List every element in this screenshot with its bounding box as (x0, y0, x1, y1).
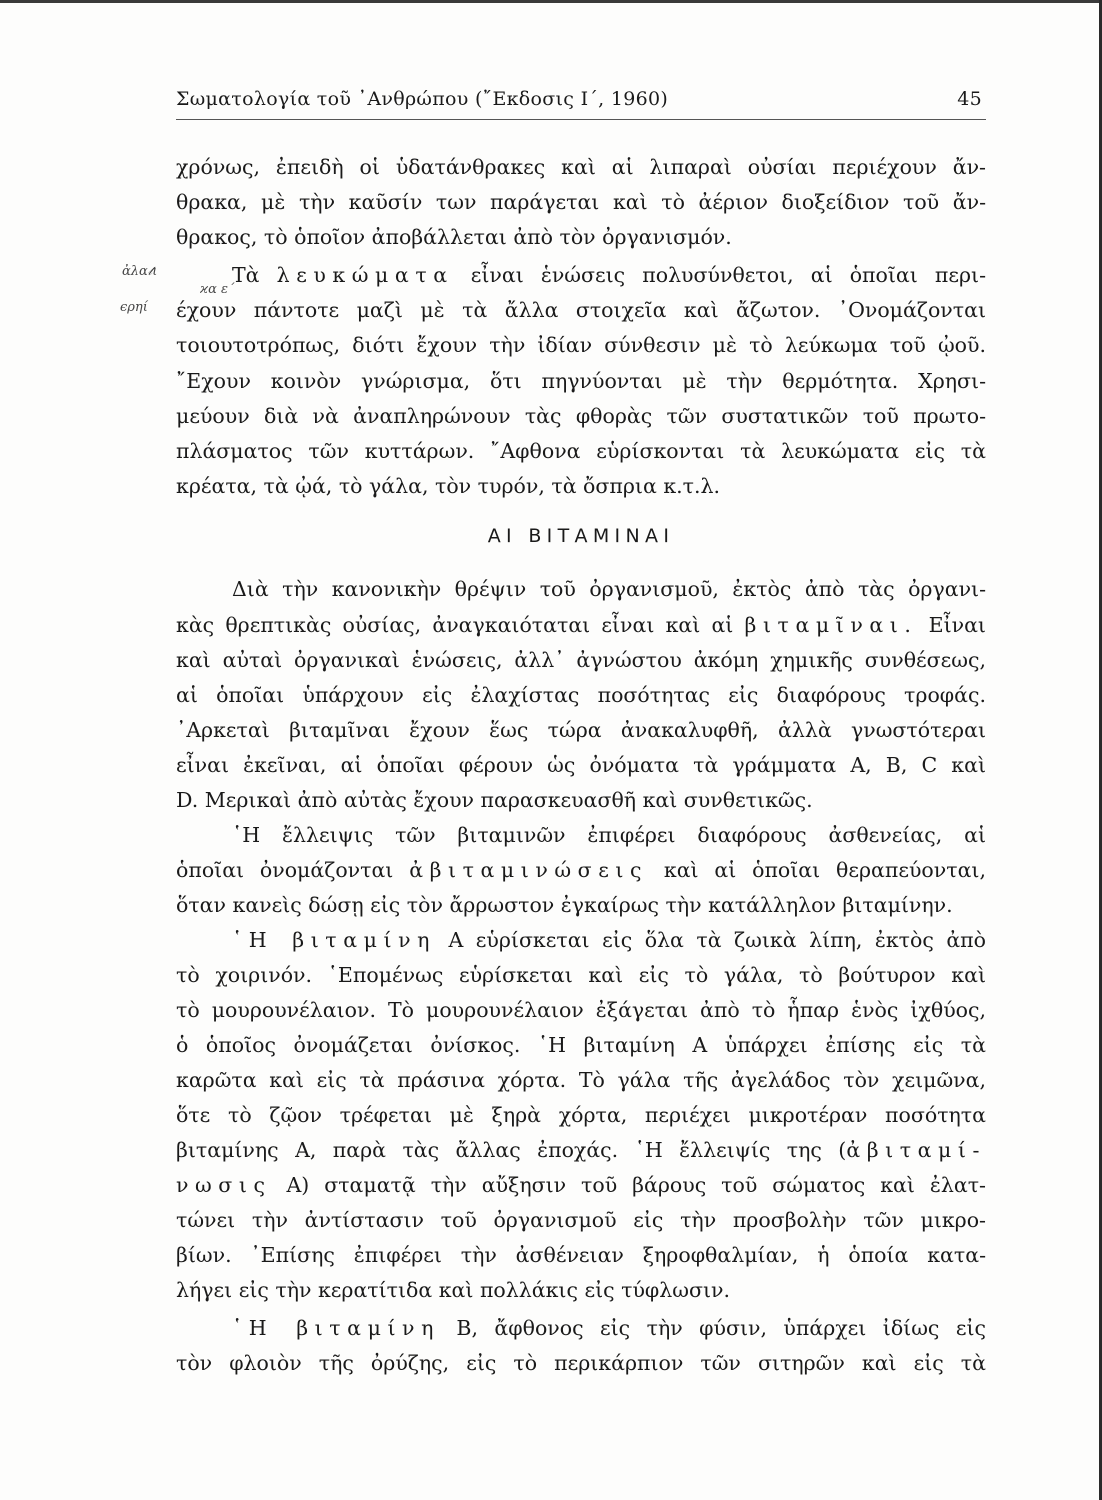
text-line: D. Μερικαὶ ἀπὸ αὐτὰς ἔχουν παρασκευασθῆ καὶ συνθετικῶς. (176, 788, 813, 812)
text-line: ὁ ὁποῖος ὀνομάζεται ὀνίσκος. ῾Η βιταμίνη Α ὑπάρχει ἐπίσης εἰς τὰ (176, 1033, 986, 1057)
text-run: Τὰ (232, 263, 260, 287)
text-run: Α) σταματᾷ τὴν αὔξησιν τοῦ βάρους τοῦ σώματος καὶ ἐλατ- (286, 1173, 986, 1197)
text-line: ὅτε τὸ ζῷον τρέφεται μὲ ξηρὰ χόρτα, περιέχει μικροτέραν ποσότητα (176, 1103, 986, 1127)
text-line (176, 608, 986, 642)
scan-top-border (0, 0, 1102, 3)
text-line: ᾿Αρκεταὶ βιταμῖναι ἔχουν ἕως τώρα ἀνακαλυφθῆ, ἀλλὰ γνωστότεραι (176, 718, 986, 742)
text-line (232, 258, 986, 292)
emphasized-term: ῾Η βιταμίνη (232, 928, 436, 952)
text-run: βιταμίνης Α, παρὰ τὰς ἄλλας ἐποχάς. ῾Η ἔλλειψίς της ( (176, 1138, 847, 1162)
text-line: έχουν πάντοτε μαζὶ μὲ τὰ ἄλλα στοιχεῖα καὶ ἄζωτον. ᾿Ονομάζονται (176, 298, 986, 322)
handwritten-note: ϰα ε΄ (200, 282, 235, 297)
text-line: βίων. ᾿Επίσης ἐπιφέρει τὴν ἀσθένειαν ξηροφθαλμίαν, ἡ ὁποία κατα- (176, 1243, 986, 1267)
text-line: ῾Η ἔλλειψις τῶν βιταμινῶν ἐπιφέρει διαφόρους ἀσθενείας, αἱ (232, 823, 986, 847)
text-line (176, 1168, 986, 1202)
text-line: λήγει εἰς τὴν κερατίτιδα καὶ πολλάκις εἰς τύφλωσιν. (176, 1278, 730, 1302)
text-line: Διὰ τὴν κανονικὴν θρέψιν τοῦ ὀργανισμοῦ, ἐκτὸς ἀπὸ τὰς ὀργανι- (232, 577, 986, 601)
text-line: χρόνως, ἐπειδὴ οἱ ὑδατάνθρακες καὶ αἱ λιπαραὶ οὐσίαι περιέχουν ἄν- (176, 155, 986, 179)
text-line: τώνει τὴν ἀντίστασιν τοῦ ὀργανισμοῦ εἰς τὴν προσβολὴν τῶν μικρο- (176, 1208, 986, 1232)
text-line (232, 923, 986, 957)
text-line: θρακα, μὲ τὴν καῦσίν των παράγεται καὶ τὸ ἀέριον διοξείδιον τοῦ ἄν- (176, 190, 986, 214)
text-line: ῎Εχουν κοινὸν γνώρισμα, ὅτι πηγνύονται μὲ τὴν θερμότητα. Χρησι- (176, 369, 986, 393)
text-line: τοιουτοτρόπως, διότι ἔχουν τὴν ἰδίαν σύνθεσιν μὲ τὸ λεύκωμα τοῦ ᾠοῦ. (176, 333, 986, 357)
text-line: αἱ ὁποῖαι ὑπάρχουν εἰς ἐλαχίστας ποσότητας εἰς διαφόρους τροφάς. (176, 683, 986, 707)
text-line: πλάσματος τῶν κυττάρων. ῎Αφθονα εὑρίσκονται τὰ λευκώματα εἰς τὰ (176, 439, 986, 463)
section-heading: ΑΙ ΒΙΤΑΜΙΝΑΙ (487, 525, 675, 547)
emphasized-term: βιταμῖναι. (744, 613, 918, 637)
emphasized-term: ῾Η βιταμίνη (232, 1316, 440, 1340)
text-line: τὸ μουρουνέλαιον. Τὸ μουρουνέλαιον ἐξάγεται ἀπὸ τὸ ἧπαρ ἑνὸς ἰχθύος, (176, 998, 986, 1022)
text-line (176, 1133, 986, 1167)
text-line (176, 853, 986, 887)
page-number: 45 (957, 88, 982, 110)
text-run: Εἶναι (928, 613, 986, 637)
emphasized-term: ἀβιταμινώσεις (409, 858, 649, 882)
text-run: Α εὑρίσκεται εἰς ὅλα τὰ ζωικὰ λίπη, ἐκτὸς ἀπὸ (448, 928, 986, 952)
text-line: θρακος, τὸ ὁποῖον ἀποβάλλεται ἀπὸ τὸν ὀργανισμόν. (176, 225, 732, 249)
text-run: ὁποῖαι ὀνομάζονται (176, 858, 394, 882)
handwritten-note: ἀλα𝓉ι (122, 264, 158, 279)
emphasized-term: ἀβιταμί- (846, 1138, 986, 1162)
text-line: καὶ αὐταὶ ὀργανικαὶ ἑνώσεις, ἀλλ᾿ ἀγνώστου ἀκόμη χημικῆς συνθέσεως, (176, 648, 986, 672)
text-line: κρέατα, τὰ ᾠά, τὸ γάλα, τὸν τυρόν, τὰ ὄσπρια κ.τ.λ. (176, 474, 721, 498)
text-line: εἶναι ἐκεῖναι, αἱ ὁποῖαι φέρουν ὡς ὀνόματα τὰ γράμματα Α, Β, C καὶ (176, 753, 986, 777)
text-line (232, 1311, 986, 1345)
text-run: εἶναι ἑνώσεις πολυσύνθετοι, αἱ ὁποῖαι περι- (470, 263, 986, 287)
text-run: κὰς θρεπτικὰς οὐσίας, ἀναγκαιόταται εἶναι καὶ αἱ (176, 613, 734, 637)
emphasized-term: νωσις (176, 1173, 272, 1197)
handwritten-note: ϵρηί (120, 300, 148, 315)
text-line: τὸν φλοιὸν τῆς ὀρύζης, εἰς τὸ περικάρπιον τῶν σιτηρῶν καὶ εἰς τὰ (176, 1351, 986, 1375)
header-rule (176, 119, 986, 120)
text-line: τὸ χοιρινόν. ῾Επομένως εὑρίσκεται καὶ εἰς τὸ γάλα, τὸ βούτυρον καὶ (176, 963, 986, 987)
text-run: Β, ἄφθονος εἰς τὴν φύσιν, ὑπάρχει ἰδίως εἰς (456, 1316, 986, 1340)
emphasized-term: λευκώματα (276, 263, 454, 287)
running-header (176, 88, 986, 114)
header-title: Σωματολογία τοῦ ᾿Ανθρώπου (῎Εκδοσις Ι΄, 1960) (176, 88, 669, 110)
text-line: μεύουν διὰ νὰ ἀναπληρώνουν τὰς φθορὰς τῶν συστατικῶν τοῦ πρωτο- (176, 404, 986, 428)
text-line: καρῶτα καὶ εἰς τὰ πράσινα χόρτα. Τὸ γάλα τῆς ἀγελάδος τὸν χειμῶνα, (176, 1068, 986, 1092)
text-run: καὶ αἱ ὁποῖαι θεραπεύονται, (663, 858, 986, 882)
text-line: ὅταν κανεὶς δώσῃ εἰς τὸν ἄρρωστον ἐγκαίρως τὴν κατάλληλον βιταμίνην. (176, 893, 953, 917)
